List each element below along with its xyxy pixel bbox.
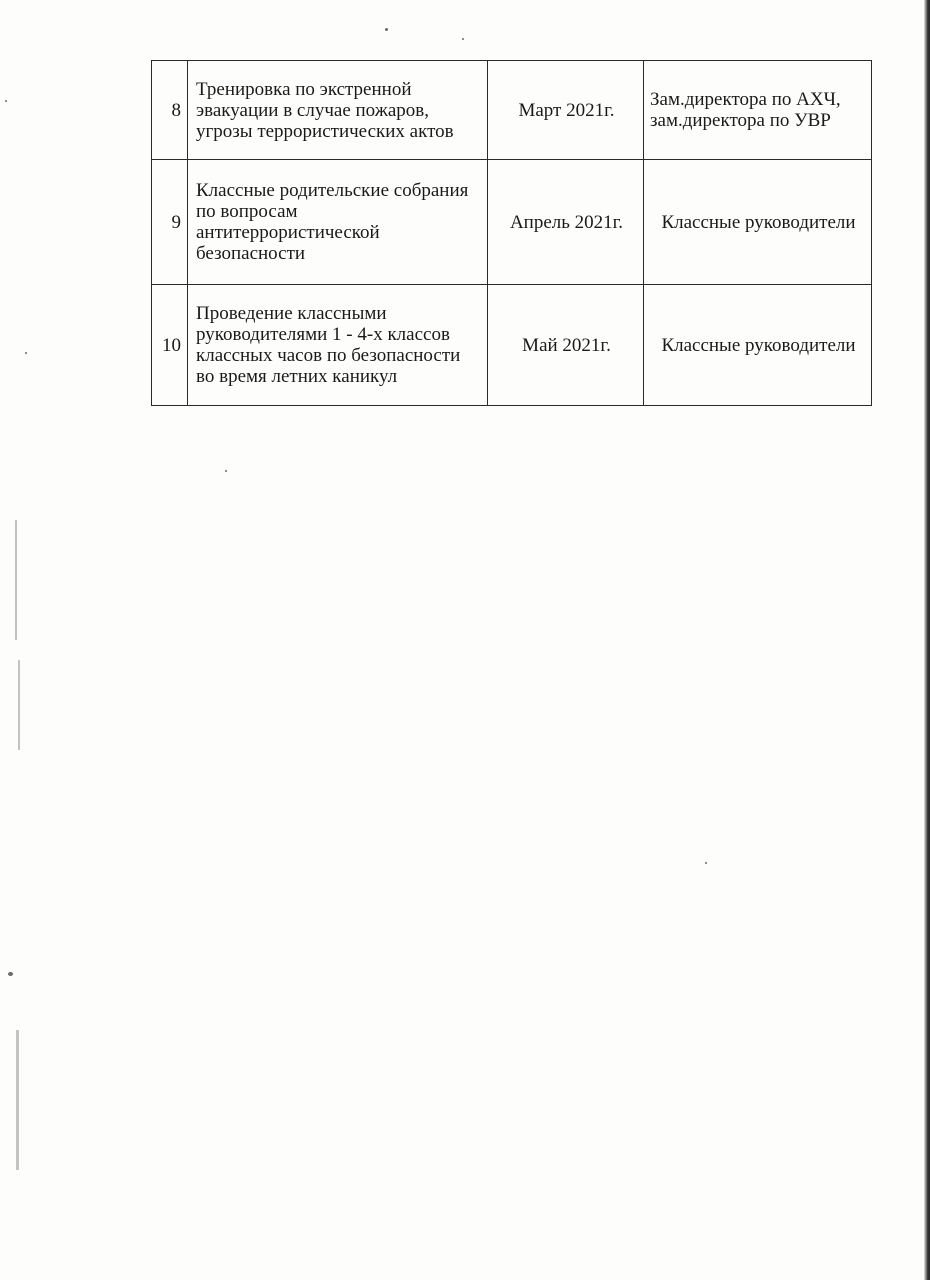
scan-speck xyxy=(385,28,388,31)
table-row xyxy=(152,61,872,160)
table-row xyxy=(152,160,872,285)
scan-speck xyxy=(462,38,464,40)
row-number: 8 xyxy=(152,61,188,160)
scan-speck xyxy=(25,352,27,354)
scan-edge xyxy=(924,0,930,1280)
responsible-person: Зам.директора по АХЧ, зам.директора по УВР xyxy=(644,61,872,160)
event-description: Тренировка по экстренной эвакуации в случае пожаров, угрозы террористических актов xyxy=(188,61,488,160)
scan-speck xyxy=(705,862,707,864)
event-description: Проведение классными руководителями 1 - 4-х классов классных часов по безопасности во время летних каникул xyxy=(188,285,488,406)
responsible-person: Классные руководители xyxy=(644,285,872,406)
table-row xyxy=(152,285,872,406)
event-date: Апрель 2021г. xyxy=(488,160,644,285)
scan-speck xyxy=(8,972,13,976)
scan-smudge xyxy=(18,660,20,750)
responsible-person: Классные руководители xyxy=(644,160,872,285)
events-table xyxy=(151,60,872,406)
row-number: 9 xyxy=(152,160,188,285)
event-description: Классные родительские собрания по вопросам антитеррористической безопасности xyxy=(188,160,488,285)
scan-smudge xyxy=(16,1030,19,1170)
event-date: Май 2021г. xyxy=(488,285,644,406)
scan-speck xyxy=(5,100,7,102)
scan-smudge xyxy=(15,520,17,640)
event-date: Март 2021г. xyxy=(488,61,644,160)
scan-speck xyxy=(225,470,227,472)
row-number: 10 xyxy=(152,285,188,406)
